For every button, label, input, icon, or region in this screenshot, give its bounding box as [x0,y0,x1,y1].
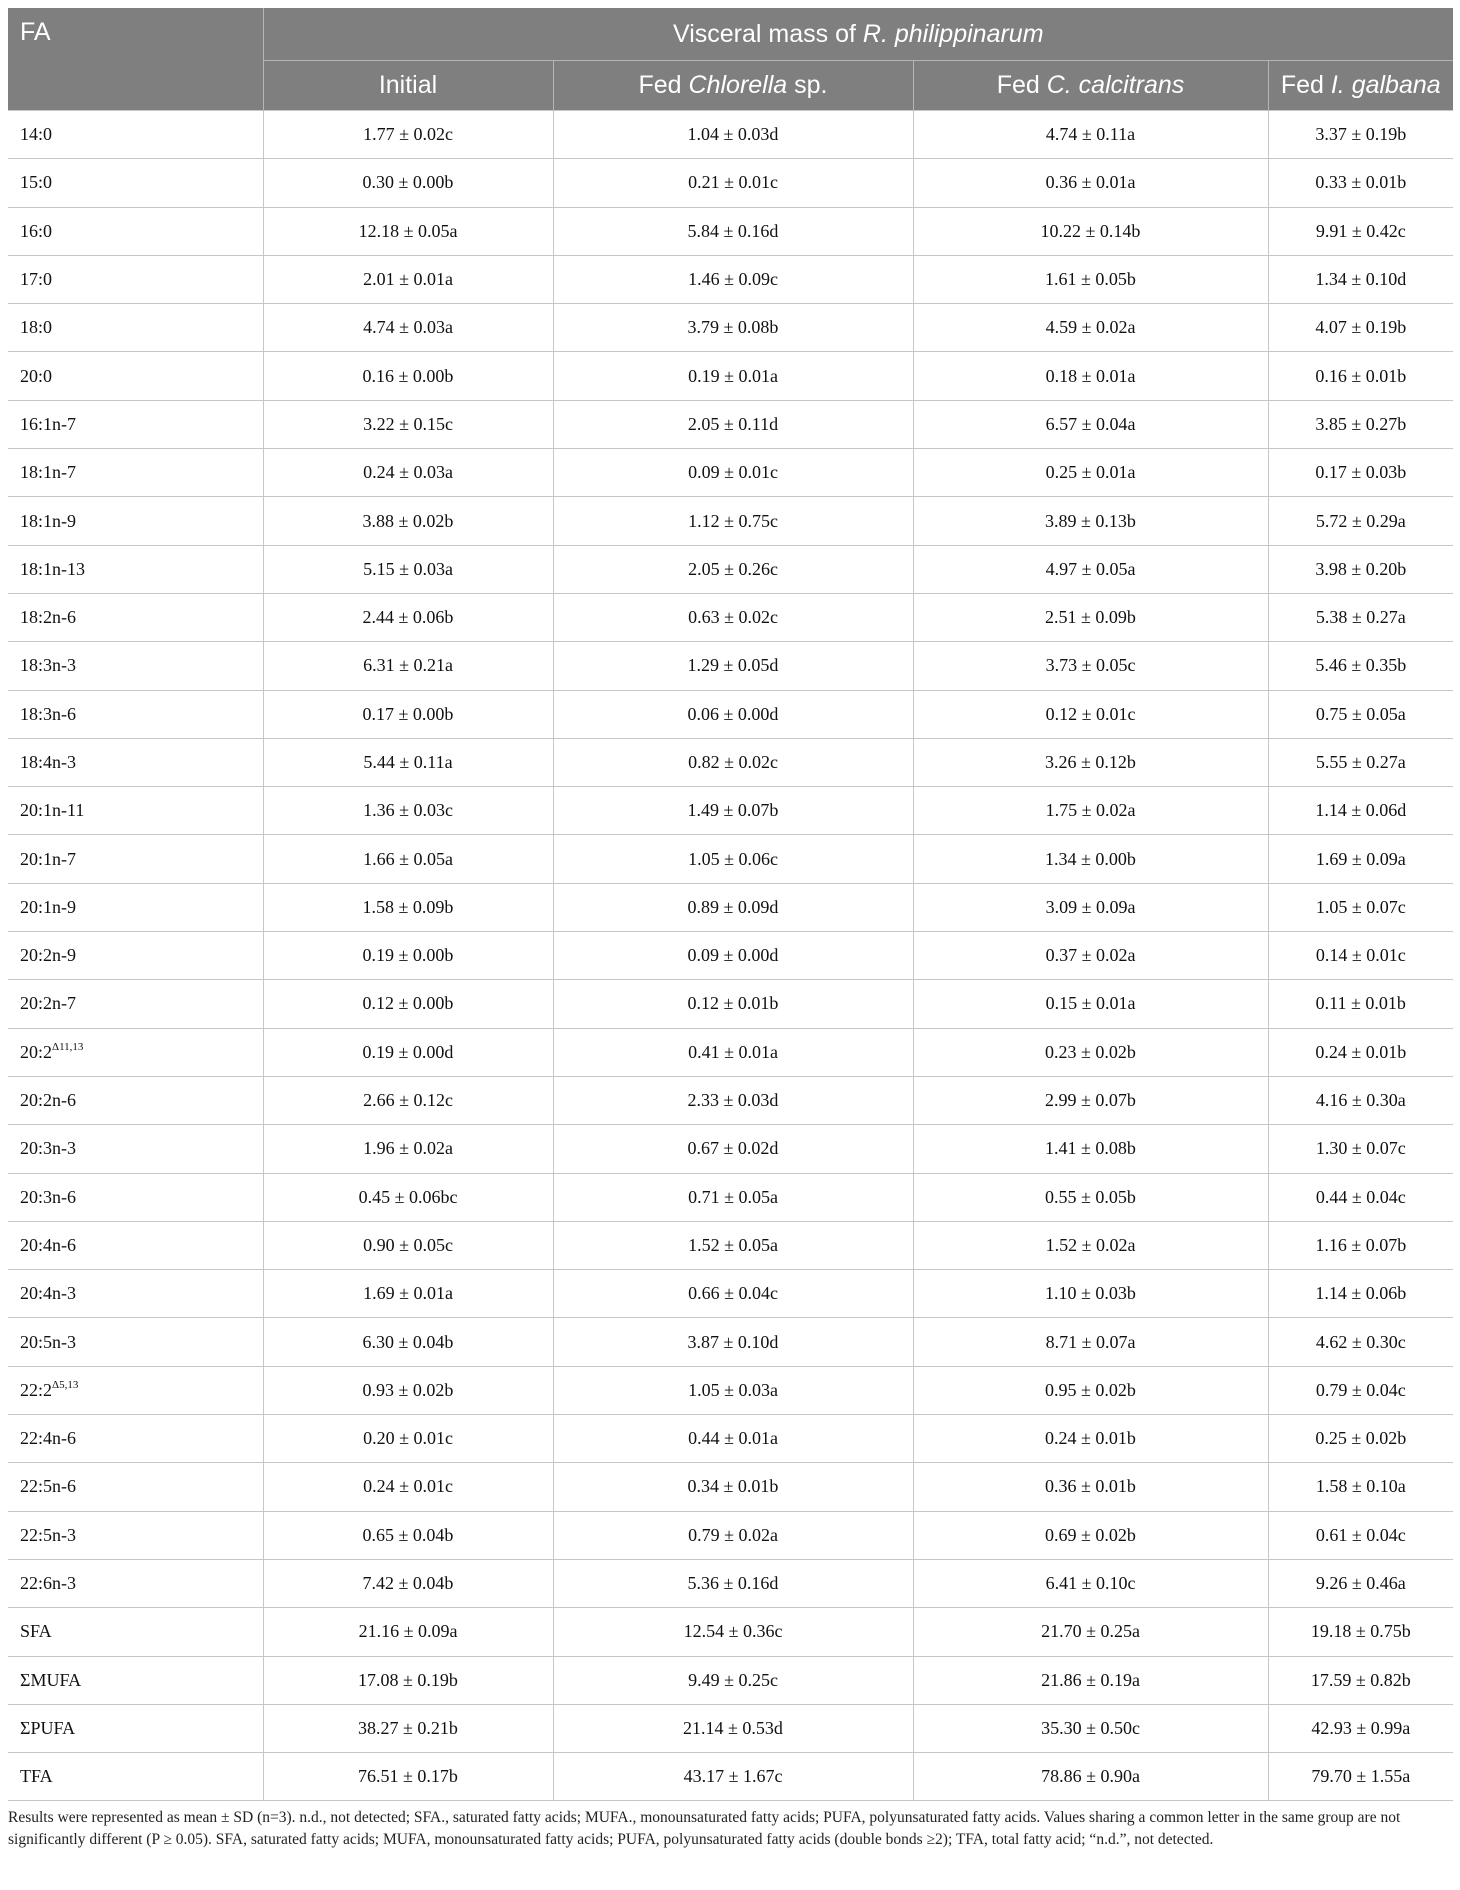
table-row [8,159,1453,207]
value-cell: 0.75 ± 0.05a [1268,690,1453,738]
value-cell: 0.14 ± 0.01c [1268,932,1453,980]
value-cell: 0.21 ± 0.01c [553,159,913,207]
value-cell: 1.14 ± 0.06b [1268,1270,1453,1318]
value-cell: 0.93 ± 0.02b [263,1366,553,1414]
fatty-acid-name: 22:5n-6 [20,1476,76,1497]
value-cell: 0.67 ± 0.02d [553,1125,913,1173]
value-cell: 0.44 ± 0.04c [1268,1173,1453,1221]
fatty-acid-cell [8,642,263,690]
table-row [8,690,1453,738]
value-cell: 4.59 ± 0.02a [913,304,1268,352]
table-row [8,1028,1453,1076]
table-row [8,980,1453,1028]
value-cell: 0.45 ± 0.06bc [263,1173,553,1221]
fatty-acid-name: 22:6n-3 [20,1573,76,1594]
value-cell: 12.18 ± 0.05a [263,207,553,255]
value-cell: 5.38 ± 0.27a [1268,593,1453,641]
fatty-acid-cell [8,1028,263,1076]
value-cell: 3.22 ± 0.15c [263,400,553,448]
value-cell: 1.29 ± 0.05d [553,642,913,690]
value-cell: 0.66 ± 0.04c [553,1270,913,1318]
value-cell: 1.49 ± 0.07b [553,787,913,835]
table-row [8,304,1453,352]
table-row [8,255,1453,303]
value-cell: 4.74 ± 0.11a [913,111,1268,159]
fatty-acid-cell [8,980,263,1028]
fatty-acid-name: 20:2 [20,1041,53,1062]
value-cell: 0.12 ± 0.01c [913,690,1268,738]
value-cell: 0.16 ± 0.00b [263,352,553,400]
value-cell: 2.05 ± 0.26c [553,545,913,593]
value-cell: 3.85 ± 0.27b [1268,400,1453,448]
fatty-acid-name: 20:0 [20,365,53,386]
value-cell: 0.17 ± 0.03b [1268,449,1453,497]
value-cell: 0.79 ± 0.04c [1268,1366,1453,1414]
fatty-acid-name: 14:0 [20,124,53,145]
value-cell: 0.95 ± 0.02b [913,1366,1268,1414]
fatty-acid-cell [8,304,263,352]
table-row [8,593,1453,641]
value-cell: 0.79 ± 0.02a [553,1511,913,1559]
value-cell: 0.25 ± 0.01a [913,449,1268,497]
fatty-acid-name: 20:1n-9 [20,896,76,917]
value-cell: 76.51 ± 0.17b [263,1753,553,1801]
fatty-acid-name: 18:4n-3 [20,752,76,772]
fatty-acid-cell [8,1753,263,1801]
table-row [8,883,1453,931]
value-cell: 1.66 ± 0.05a [263,835,553,883]
value-cell: 9.26 ± 0.46a [1268,1559,1453,1607]
value-cell: 0.36 ± 0.01b [913,1463,1268,1511]
fatty-acid-cell [8,1076,263,1124]
table-row [8,1463,1453,1511]
fatty-acid-name: 17:0 [20,269,53,290]
value-cell: 2.05 ± 0.11d [553,400,913,448]
fatty-acid-cell [8,1656,263,1704]
value-cell: 0.30 ± 0.00b [263,159,553,207]
value-cell: 21.14 ± 0.53d [553,1704,913,1752]
table-row [8,1415,1453,1463]
value-cell: 1.58 ± 0.09b [263,883,553,931]
fatty-acid-cell [8,883,263,931]
value-cell: 9.49 ± 0.25c [553,1656,913,1704]
fatty-acid-cell [8,593,263,641]
value-cell: 1.16 ± 0.07b [1268,1221,1453,1269]
value-cell: 7.42 ± 0.04b [263,1559,553,1607]
fatty-acid-cell [8,1463,263,1511]
value-cell: 10.22 ± 0.14b [913,207,1268,255]
fatty-acid-cell [8,1366,263,1414]
value-cell: 21.70 ± 0.25a [913,1608,1268,1656]
value-cell: 6.31 ± 0.21a [263,642,553,690]
value-cell: 0.34 ± 0.01b [553,1463,913,1511]
value-cell: 0.19 ± 0.01a [553,352,913,400]
value-cell: 6.57 ± 0.04a [913,400,1268,448]
column-header-text: Fed [996,71,1047,99]
value-cell: 5.15 ± 0.03a [263,545,553,593]
column-header-species: I. galbana [1330,71,1441,99]
fatty-acid-name: 16:1n-7 [20,413,76,434]
value-cell: 0.33 ± 0.01b [1268,159,1453,207]
fatty-acid-name: 22:5n-3 [20,1524,76,1545]
fatty-acid-cell [8,1270,263,1318]
column-header-initial [263,61,553,111]
table-row [8,1318,1453,1366]
value-cell: 1.05 ± 0.06c [553,835,913,883]
fatty-acid-name: 15:0 [20,172,53,193]
fatty-acid-name: 20:1n-11 [20,800,85,821]
value-cell: 0.19 ± 0.00b [263,932,553,980]
table-row [8,787,1453,835]
fatty-acid-cell [8,738,263,786]
value-cell: 1.04 ± 0.03d [553,111,913,159]
table-row [8,1704,1453,1752]
value-cell: 1.46 ± 0.09c [553,255,913,303]
value-cell: 4.62 ± 0.30c [1268,1318,1453,1366]
value-cell: 0.20 ± 0.01c [263,1415,553,1463]
value-cell: 21.16 ± 0.09a [263,1608,553,1656]
value-cell: 0.24 ± 0.01c [263,1463,553,1511]
table-row [8,1656,1453,1704]
value-cell: 1.69 ± 0.01a [263,1270,553,1318]
value-cell: 1.34 ± 0.10d [1268,255,1453,303]
value-cell: 3.98 ± 0.20b [1268,545,1453,593]
table-body [8,111,1453,1801]
table-row [8,1221,1453,1269]
value-cell: 1.77 ± 0.02c [263,111,553,159]
value-cell: 0.44 ± 0.01a [553,1415,913,1463]
value-cell: 3.88 ± 0.02b [263,497,553,545]
column-header-species: C. calcitrans [1046,71,1185,99]
value-cell: 2.33 ± 0.03d [553,1076,913,1124]
column-header-text: Fed [638,71,689,99]
fatty-acid-cell [8,497,263,545]
fatty-acid-name: 18:2n-6 [20,607,76,628]
value-cell: 6.30 ± 0.04b [263,1318,553,1366]
value-cell: 3.79 ± 0.08b [553,304,913,352]
value-cell: 17.59 ± 0.82b [1268,1656,1453,1704]
fatty-acid-name: 20:4n-3 [20,1283,76,1304]
value-cell: 1.05 ± 0.07c [1268,883,1453,931]
value-cell: 0.69 ± 0.02b [913,1511,1268,1559]
fatty-acid-name: 18:3n-6 [20,703,76,724]
fatty-acid-name: 18:1n-9 [20,510,76,531]
value-cell: 43.17 ± 1.67c [553,1753,913,1801]
value-cell: 35.30 ± 0.50c [913,1704,1268,1752]
fatty-acid-cell [8,159,263,207]
value-cell: 0.65 ± 0.04b [263,1511,553,1559]
fatty-acid-name: 20:3n-6 [20,1186,76,1207]
fatty-acid-name: 20:4n-6 [20,1234,76,1255]
table-row [8,497,1453,545]
fatty-acid-cell [8,1511,263,1559]
fatty-acid-cell [8,545,263,593]
group-header [263,8,1453,61]
fatty-acid-cell [8,835,263,883]
value-cell: 5.44 ± 0.11a [263,738,553,786]
fatty-acid-name: 18:0 [20,317,53,338]
table-row [8,207,1453,255]
table-row [8,1366,1453,1414]
value-cell: 3.87 ± 0.10d [553,1318,913,1366]
fatty-acid-cell [8,1221,263,1269]
value-cell: 3.89 ± 0.13b [913,497,1268,545]
value-cell: 1.10 ± 0.03b [913,1270,1268,1318]
value-cell: 1.30 ± 0.07c [1268,1125,1453,1173]
group-header-species: R. philippinarum [862,19,1044,48]
value-cell: 5.36 ± 0.16d [553,1559,913,1607]
fatty-acid-cell [8,1318,263,1366]
value-cell: 1.69 ± 0.09a [1268,835,1453,883]
fatty-acid-name: SFA [20,1621,52,1642]
value-cell: 2.99 ± 0.07b [913,1076,1268,1124]
value-cell: 0.41 ± 0.01a [553,1028,913,1076]
value-cell: 1.41 ± 0.08b [913,1125,1268,1173]
value-cell: 8.71 ± 0.07a [913,1318,1268,1366]
fatty-acid-cell [8,255,263,303]
value-cell: 0.16 ± 0.01b [1268,352,1453,400]
fatty-acid-name: 20:1n-7 [20,848,76,869]
table-header [8,8,1453,111]
value-cell: 2.44 ± 0.06b [263,593,553,641]
fatty-acid-cell [8,1559,263,1607]
value-cell: 5.55 ± 0.27a [1268,738,1453,786]
value-cell: 0.71 ± 0.05a [553,1173,913,1221]
value-cell: 0.19 ± 0.00d [263,1028,553,1076]
value-cell: 12.54 ± 0.36c [553,1608,913,1656]
value-cell: 0.89 ± 0.09d [553,883,913,931]
value-cell: 1.12 ± 0.75c [553,497,913,545]
fatty-acid-cell [8,932,263,980]
fatty-acid-superscript: Δ5,13 [52,1378,79,1391]
fa-column-header: FA [8,8,263,111]
fatty-acid-name: 18:3n-3 [20,655,76,676]
value-cell: 79.70 ± 1.55a [1268,1753,1453,1801]
fatty-acid-name: 22:2 [20,1379,53,1400]
table-row [8,449,1453,497]
fatty-acid-cell [8,1608,263,1656]
column-header-galbana [1268,61,1453,111]
value-cell: 78.86 ± 0.90a [913,1753,1268,1801]
fatty-acid-cell [8,400,263,448]
fatty-acid-cell [8,207,263,255]
value-cell: 1.34 ± 0.00b [913,835,1268,883]
value-cell: 38.27 ± 0.21b [263,1704,553,1752]
value-cell: 0.23 ± 0.02b [913,1028,1268,1076]
value-cell: 0.61 ± 0.04c [1268,1511,1453,1559]
value-cell: 3.26 ± 0.12b [913,738,1268,786]
table-row [8,352,1453,400]
value-cell: 0.09 ± 0.01c [553,449,913,497]
value-cell: 9.91 ± 0.42c [1268,207,1453,255]
value-cell: 0.82 ± 0.02c [553,738,913,786]
value-cell: 0.24 ± 0.03a [263,449,553,497]
fatty-acid-cell [8,1173,263,1221]
value-cell: 0.37 ± 0.02a [913,932,1268,980]
fatty-acid-cell [8,1415,263,1463]
group-header-text: Visceral mass of [673,19,863,48]
value-cell: 4.07 ± 0.19b [1268,304,1453,352]
table-row [8,1270,1453,1318]
value-cell: 0.15 ± 0.01a [913,980,1268,1028]
value-cell: 5.84 ± 0.16d [553,207,913,255]
value-cell: 0.24 ± 0.01b [913,1415,1268,1463]
fatty-acid-name: 18:1n-7 [20,462,76,483]
value-cell: 5.72 ± 0.29a [1268,497,1453,545]
value-cell: 0.25 ± 0.02b [1268,1415,1453,1463]
value-cell: 0.09 ± 0.00d [553,932,913,980]
value-cell: 0.55 ± 0.05b [913,1173,1268,1221]
value-cell: 0.11 ± 0.01b [1268,980,1453,1028]
value-cell: 0.63 ± 0.02c [553,593,913,641]
value-cell: 1.52 ± 0.02a [913,1221,1268,1269]
fatty-acid-cell [8,111,263,159]
value-cell: 1.58 ± 0.10a [1268,1463,1453,1511]
value-cell: 1.05 ± 0.03a [553,1366,913,1414]
value-cell: 0.17 ± 0.00b [263,690,553,738]
fatty-acid-name: 16:0 [20,220,53,241]
fatty-acid-name: ΣPUFA [20,1717,76,1738]
table-row [8,835,1453,883]
table-row [8,1125,1453,1173]
value-cell: 4.97 ± 0.05a [913,545,1268,593]
value-cell: 6.41 ± 0.10c [913,1559,1268,1607]
fatty-acid-name: 22:4n-6 [20,1428,76,1449]
column-header-text: Initial [378,71,438,99]
table-row [8,1173,1453,1221]
fatty-acid-table [8,8,1453,1801]
table-row [8,1511,1453,1559]
table-row [8,1559,1453,1607]
value-cell: 4.16 ± 0.30a [1268,1076,1453,1124]
table-row [8,1076,1453,1124]
value-cell: 0.36 ± 0.01a [913,159,1268,207]
column-header-suffix: sp. [787,71,828,99]
value-cell: 1.52 ± 0.05a [553,1221,913,1269]
value-cell: 0.24 ± 0.01b [1268,1028,1453,1076]
value-cell: 0.06 ± 0.00d [553,690,913,738]
column-header-calcitrans [913,61,1268,111]
value-cell: 3.73 ± 0.05c [913,642,1268,690]
value-cell: 1.61 ± 0.05b [913,255,1268,303]
fatty-acid-cell [8,690,263,738]
table-row [8,1608,1453,1656]
table-row [8,545,1453,593]
value-cell: 1.75 ± 0.02a [913,787,1268,835]
value-cell: 0.12 ± 0.01b [553,980,913,1028]
fatty-acid-name: TFA [20,1766,53,1787]
value-cell: 2.51 ± 0.09b [913,593,1268,641]
value-cell: 17.08 ± 0.19b [263,1656,553,1704]
fatty-acid-name: 20:2n-7 [20,993,76,1014]
column-header-chlorella [553,61,913,111]
table-row [8,1753,1453,1801]
value-cell: 4.74 ± 0.03a [263,304,553,352]
fatty-acid-cell [8,1125,263,1173]
fatty-acid-name: 20:2n-6 [20,1090,76,1111]
value-cell: 1.36 ± 0.03c [263,787,553,835]
value-cell: 1.96 ± 0.02a [263,1125,553,1173]
fatty-acid-name: 20:5n-3 [20,1331,76,1352]
table-row [8,111,1453,159]
table-footnote: Results were represented as mean ± SD (n=3). n.d., not detected; SFA., saturated fatty acids; MUFA., monounsaturated fatty acids; PUFA, polyunsaturated fatty acids. Values sharing a common letter in the same group are not significantly different (P ≥ 0.05). SFA, saturated fatty acids; MUFA, monounsaturated fatty acids; PUFA, polyunsaturated fatty acids (double bonds ≥2); TFA, total fatty acid; “n.d.”, not detected. [8,1809,1401,1848]
value-cell: 2.66 ± 0.12c [263,1076,553,1124]
value-cell: 3.37 ± 0.19b [1268,111,1453,159]
fatty-acid-cell [8,787,263,835]
value-cell: 0.18 ± 0.01a [913,352,1268,400]
table-row [8,932,1453,980]
fatty-acid-name: ΣMUFA [20,1669,82,1690]
fatty-acid-name: 20:3n-3 [20,1138,76,1159]
value-cell: 3.09 ± 0.09a [913,883,1268,931]
value-cell: 21.86 ± 0.19a [913,1656,1268,1704]
value-cell: 0.90 ± 0.05c [263,1221,553,1269]
table-row [8,738,1453,786]
fatty-acid-cell [8,352,263,400]
fatty-acid-cell [8,449,263,497]
value-cell: 2.01 ± 0.01a [263,255,553,303]
column-header-text: Fed [1280,71,1331,99]
value-cell: 1.14 ± 0.06d [1268,787,1453,835]
fatty-acid-name: 20:2n-9 [20,945,76,966]
value-cell: 42.93 ± 0.99a [1268,1704,1453,1752]
fatty-acid-name: 18:1n-13 [20,558,85,579]
table-row [8,400,1453,448]
value-cell: 0.12 ± 0.00b [263,980,553,1028]
table-row [8,642,1453,690]
value-cell: 19.18 ± 0.75b [1268,1608,1453,1656]
column-header-species: Chlorella [688,71,788,99]
table-container [8,8,1453,1850]
fatty-acid-cell [8,1704,263,1752]
fatty-acid-superscript: Δ11,13 [52,1040,84,1053]
value-cell: 5.46 ± 0.35b [1268,642,1453,690]
